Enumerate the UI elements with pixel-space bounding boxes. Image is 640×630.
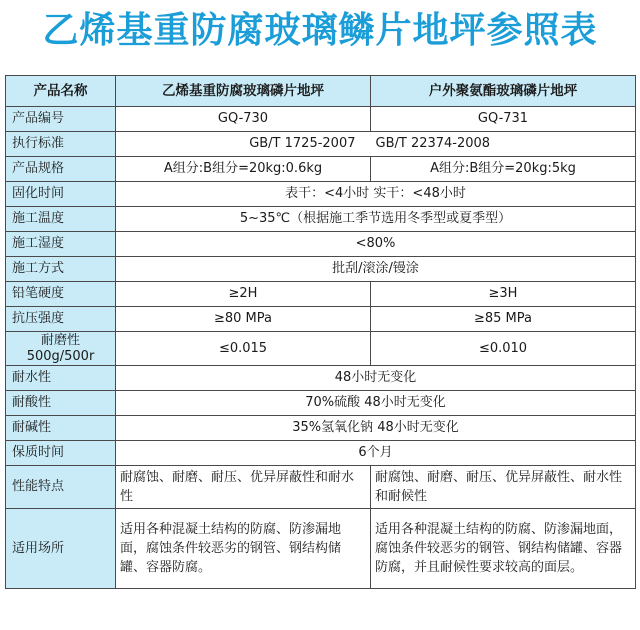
cell-value: A组分:B组分=20kg:5kg — [371, 157, 636, 182]
wear-label-line1: 耐磨性 — [40, 332, 80, 348]
cell-value: 适用各种混凝土结构的防腐、防渗漏地面，腐蚀条件较恶劣的钢管、钢结构储罐、容器防腐，并且耐候性要求较高的面层。 — [371, 509, 636, 589]
cell-value: 70%硫酸 48小时无变化 — [116, 391, 636, 416]
table-row — [6, 441, 636, 466]
table-row — [6, 232, 636, 257]
row-label — [6, 332, 116, 366]
row-label: 产品规格 — [6, 157, 116, 182]
cell-value: <80% — [116, 232, 636, 257]
header-col1: 乙烯基重防腐玻璃磷片地坪 — [116, 76, 371, 107]
table-row — [6, 182, 636, 207]
cell-value: GQ-730 — [116, 107, 371, 132]
cell-value: 6个月 — [116, 441, 636, 466]
cell-value — [116, 132, 636, 157]
cell-value: ≤0.010 — [371, 332, 636, 366]
table-row — [6, 157, 636, 182]
table-row — [6, 257, 636, 282]
table-row — [6, 366, 636, 391]
row-label: 施工方式 — [6, 257, 116, 282]
cell-value: ≥80 MPa — [116, 307, 371, 332]
table-row — [6, 107, 636, 132]
page-title: 乙烯基重防腐玻璃鳞片地坪参照表 — [42, 10, 598, 51]
table-row — [6, 332, 636, 366]
cell-value: ≥2H — [116, 282, 371, 307]
table-row — [6, 466, 636, 509]
standard-v1: GB/T 1725-2007 — [249, 136, 356, 151]
cell-value: 48小时无变化 — [116, 366, 636, 391]
cell-value: 耐腐蚀、耐磨、耐压、优异屏蔽性和耐水性 — [116, 466, 371, 509]
row-label: 固化时间 — [6, 182, 116, 207]
cell-value: 5~35℃（根据施工季节选用冬季型或夏季型） — [116, 207, 636, 232]
cell-value: 表干：<4小时 实干：<48小时 — [116, 182, 636, 207]
row-label: 耐酸性 — [6, 391, 116, 416]
row-label: 抗压强度 — [6, 307, 116, 332]
row-label: 适用场所 — [6, 509, 116, 589]
cell-value: 批刮/滚涂/镘涂 — [116, 257, 636, 282]
header-col2: 户外聚氨酯玻璃磷片地坪 — [371, 76, 636, 107]
row-label: 施工温度 — [6, 207, 116, 232]
cell-value: GQ-731 — [371, 107, 636, 132]
cell-value: A组分:B组分=20kg:0.6kg — [116, 157, 371, 182]
cell-value: 适用各种混凝土结构的防腐、防渗漏地面，腐蚀条件较恶劣的钢管、钢结构储罐、容器防腐。 — [116, 509, 371, 589]
table-row — [6, 391, 636, 416]
row-label: 产品编号 — [6, 107, 116, 132]
header-product-name: 产品名称 — [6, 76, 116, 107]
cell-value: 35%氢氧化钠 48小时无变化 — [116, 416, 636, 441]
spec-table — [5, 75, 636, 589]
row-label: 保质时间 — [6, 441, 116, 466]
row-label: 耐水性 — [6, 366, 116, 391]
row-label: 性能特点 — [6, 466, 116, 509]
table-row — [6, 307, 636, 332]
cell-value: 耐腐蚀、耐磨、耐压、优异屏蔽性、耐水性和耐候性 — [371, 466, 636, 509]
standard-v2: GB/T 22374-2008 — [375, 136, 491, 151]
table-row — [6, 207, 636, 232]
row-label: 施工湿度 — [6, 232, 116, 257]
row-label: 执行标准 — [6, 132, 116, 157]
row-label: 耐碱性 — [6, 416, 116, 441]
cell-value: ≥85 MPa — [371, 307, 636, 332]
row-label: 铅笔硬度 — [6, 282, 116, 307]
table-row — [6, 132, 636, 157]
table-row — [6, 416, 636, 441]
cell-value: ≥3H — [371, 282, 636, 307]
table-row — [6, 509, 636, 589]
table-header-row — [6, 76, 636, 107]
table-row — [6, 282, 636, 307]
wear-label-line2: 500g/500r — [26, 348, 95, 364]
cell-value: ≤0.015 — [116, 332, 371, 366]
